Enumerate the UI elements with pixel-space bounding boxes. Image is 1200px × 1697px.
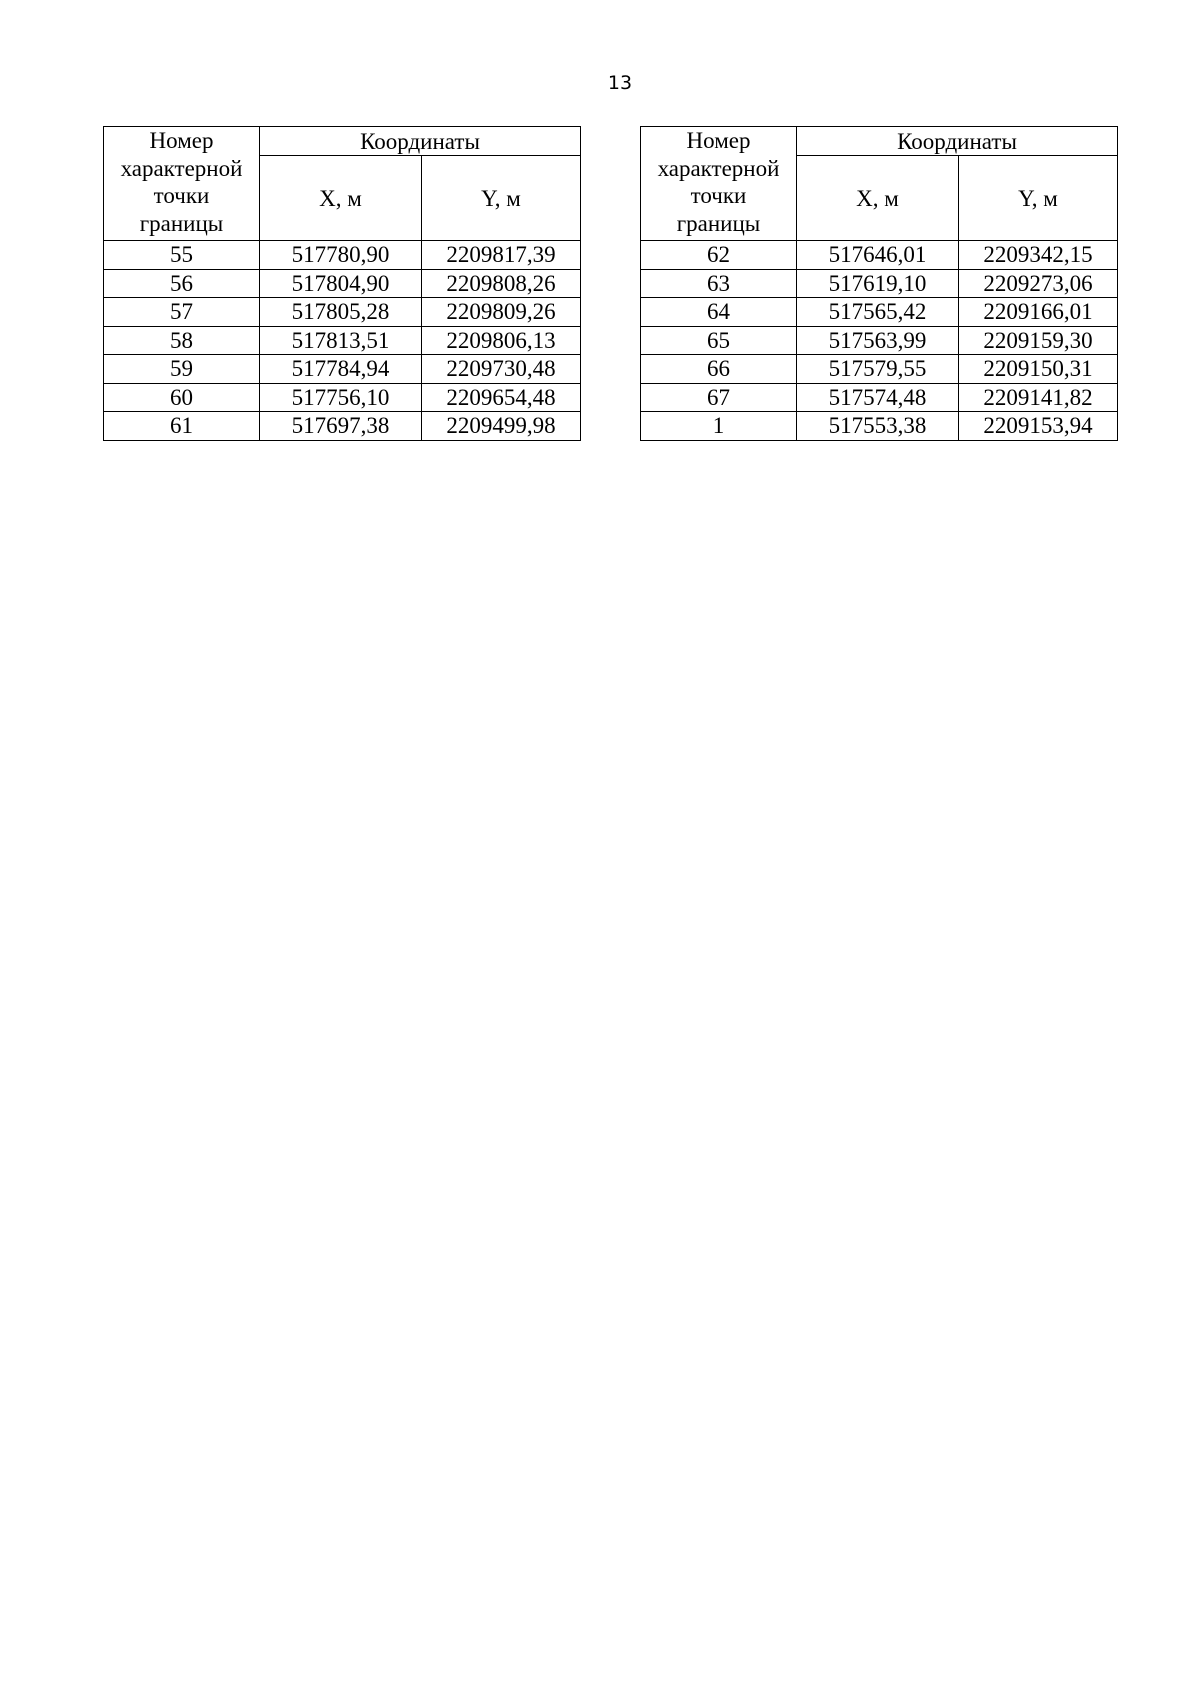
table-row xyxy=(641,412,1118,441)
point-number-cell: 66 xyxy=(641,355,797,384)
point-number-cell: 64 xyxy=(641,298,797,327)
table-row xyxy=(104,355,581,384)
point-number-cell: 56 xyxy=(104,269,260,298)
y-cell: 2209141,82 xyxy=(959,383,1118,412)
point-number-cell: 59 xyxy=(104,355,260,384)
point-number-header-line: точки xyxy=(153,183,210,208)
table-row xyxy=(641,298,1118,327)
table-row xyxy=(104,269,581,298)
point-number-cell: 62 xyxy=(641,241,797,270)
x-cell: 517619,10 xyxy=(797,269,959,298)
x-cell: 517697,38 xyxy=(260,412,422,441)
table-row xyxy=(641,241,1118,270)
y-cell: 2209806,13 xyxy=(422,326,581,355)
point-number-cell: 63 xyxy=(641,269,797,298)
coordinates-header: Координаты xyxy=(260,127,581,156)
y-cell: 2209159,30 xyxy=(959,326,1118,355)
x-cell: 517579,55 xyxy=(797,355,959,384)
point-number-header-line: границы xyxy=(676,210,761,236)
x-cell: 517574,48 xyxy=(797,383,959,412)
coordinates-header: Координаты xyxy=(797,127,1118,156)
y-cell: 2209150,31 xyxy=(959,355,1118,384)
point-number-cell: 61 xyxy=(104,412,260,441)
table-row xyxy=(104,412,581,441)
point-number-header-line: Номер xyxy=(149,128,214,153)
point-number-cell: 57 xyxy=(104,298,260,327)
point-number-header-line: характерной xyxy=(120,155,243,181)
table-row xyxy=(641,326,1118,355)
y-cell: 2209817,39 xyxy=(422,241,581,270)
y-cell: 2209809,26 xyxy=(422,298,581,327)
point-number-header-line: точки xyxy=(690,183,747,208)
x-cell: 517805,28 xyxy=(260,298,422,327)
coordinates-table-right xyxy=(640,126,1118,441)
y-cell: 2209654,48 xyxy=(422,383,581,412)
y-column-header: Y, м xyxy=(959,156,1118,241)
y-cell: 2209273,06 xyxy=(959,269,1118,298)
table-row xyxy=(641,355,1118,384)
x-cell: 517553,38 xyxy=(797,412,959,441)
point-number-header xyxy=(641,127,797,241)
x-cell: 517563,99 xyxy=(797,326,959,355)
x-cell: 517646,01 xyxy=(797,241,959,270)
coordinates-table-left xyxy=(103,126,581,441)
x-cell: 517813,51 xyxy=(260,326,422,355)
y-cell: 2209808,26 xyxy=(422,269,581,298)
table-row xyxy=(104,383,581,412)
point-number-cell: 65 xyxy=(641,326,797,355)
x-cell: 517784,94 xyxy=(260,355,422,384)
table-row xyxy=(104,241,581,270)
point-number-header-line: границы xyxy=(139,210,224,236)
point-number-cell: 1 xyxy=(641,412,797,441)
y-cell: 2209342,15 xyxy=(959,241,1118,270)
y-cell: 2209499,98 xyxy=(422,412,581,441)
y-cell: 2209153,94 xyxy=(959,412,1118,441)
table-row xyxy=(641,269,1118,298)
point-number-header-line: Номер xyxy=(686,128,751,153)
x-cell: 517804,90 xyxy=(260,269,422,298)
table-row xyxy=(104,298,581,327)
point-number-header-line: характерной xyxy=(657,155,780,181)
x-column-header: X, м xyxy=(260,156,422,241)
point-number-cell: 58 xyxy=(104,326,260,355)
x-cell: 517756,10 xyxy=(260,383,422,412)
point-number-cell: 55 xyxy=(104,241,260,270)
point-number-cell: 67 xyxy=(641,383,797,412)
x-column-header: X, м xyxy=(797,156,959,241)
page-number: 13 xyxy=(607,72,633,94)
x-cell: 517780,90 xyxy=(260,241,422,270)
table-row xyxy=(641,383,1118,412)
point-number-header xyxy=(104,127,260,241)
y-cell: 2209730,48 xyxy=(422,355,581,384)
y-cell: 2209166,01 xyxy=(959,298,1118,327)
y-column-header: Y, м xyxy=(422,156,581,241)
x-cell: 517565,42 xyxy=(797,298,959,327)
point-number-cell: 60 xyxy=(104,383,260,412)
table-row xyxy=(104,326,581,355)
